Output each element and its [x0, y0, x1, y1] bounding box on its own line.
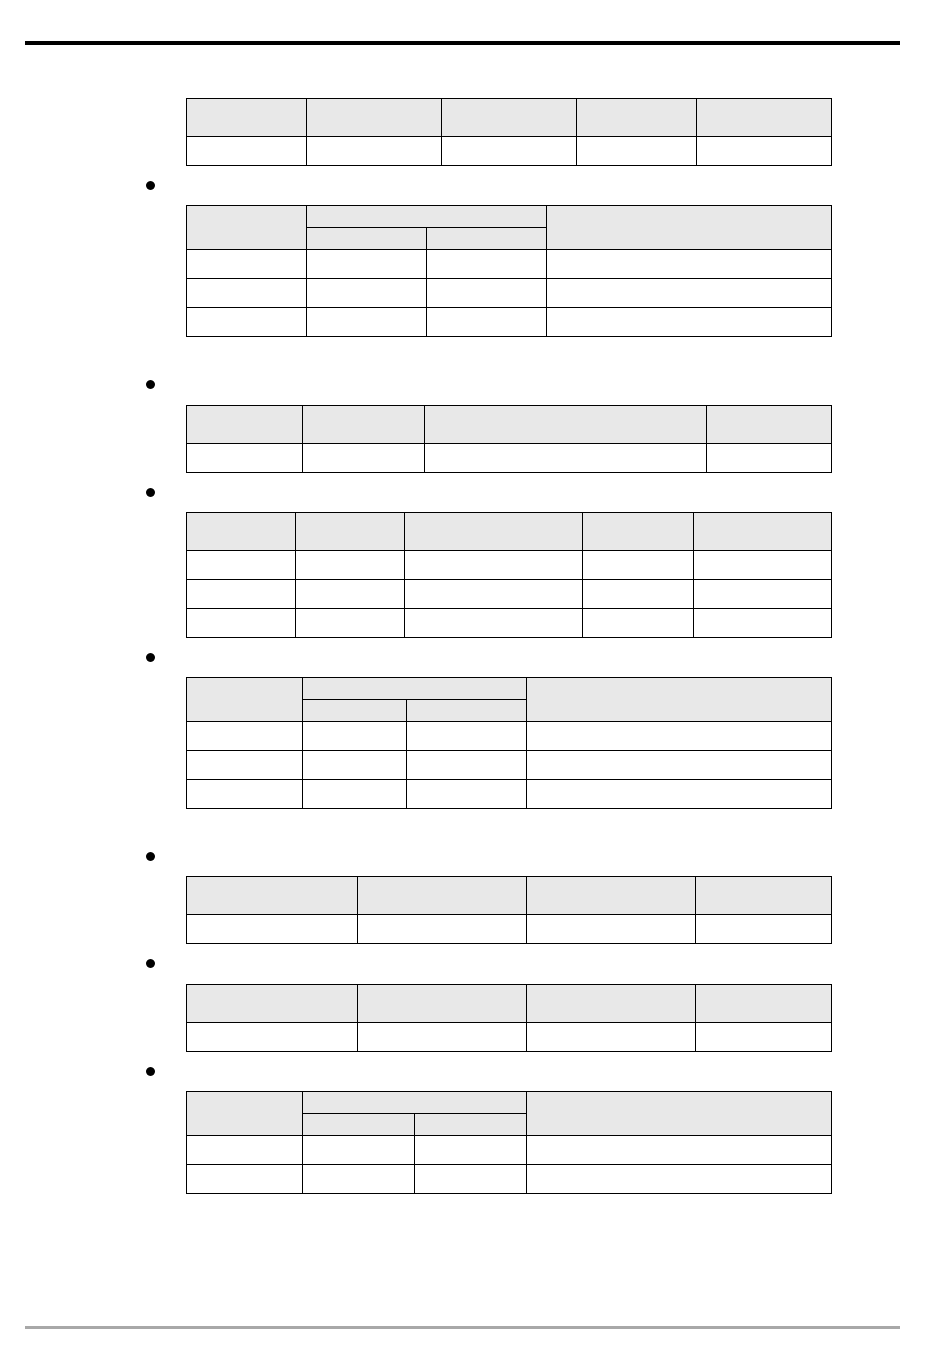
header-cell [358, 877, 527, 915]
table-7 [186, 984, 832, 1052]
header-cell [427, 228, 547, 250]
table-header-row [187, 678, 832, 700]
table-cell [303, 444, 425, 473]
table-header-row [187, 206, 832, 228]
table-cell [187, 250, 307, 279]
header-cell [694, 513, 832, 551]
table-cell [307, 250, 427, 279]
table-cell [442, 137, 577, 166]
header-cell [187, 678, 303, 722]
table-cell [547, 250, 832, 279]
table-cell [527, 751, 832, 780]
header-cell [442, 99, 577, 137]
header-cell [697, 99, 832, 137]
table-row [187, 915, 832, 944]
table-cell [696, 1023, 832, 1052]
header-cell [187, 1092, 303, 1136]
table-cell [307, 279, 427, 308]
table-header-row [187, 99, 832, 137]
table-row [187, 722, 832, 751]
header-cell [527, 985, 696, 1023]
bullet-icon [146, 959, 155, 968]
header-cell [425, 406, 707, 444]
table-3 [186, 405, 832, 473]
table-row [187, 609, 832, 638]
table-cell [187, 751, 303, 780]
table-row [187, 444, 832, 473]
table-cell [427, 250, 547, 279]
header-cell [577, 99, 697, 137]
table-header-row [187, 877, 832, 915]
table-cell [307, 308, 427, 337]
table-header-row [187, 513, 832, 551]
table-8 [186, 1091, 832, 1194]
table-cell [694, 580, 832, 609]
table-cell [303, 1165, 415, 1194]
bullet-icon [146, 653, 155, 662]
table-cell [303, 780, 407, 809]
bullet-icon [146, 380, 155, 389]
table-row [187, 1165, 832, 1194]
table-row [187, 780, 832, 809]
header-cell [187, 206, 307, 250]
table-cell [187, 1136, 303, 1165]
table-cell [187, 308, 307, 337]
table-cell [187, 609, 296, 638]
table-cell [425, 444, 707, 473]
table-cell [527, 1023, 696, 1052]
header-cell [187, 513, 296, 551]
header-cell [527, 1092, 832, 1136]
table-header-row [187, 406, 832, 444]
header-cell [296, 513, 405, 551]
table-header-row [187, 1092, 832, 1114]
table-row [187, 137, 832, 166]
table-cell [527, 1136, 832, 1165]
table-row [187, 308, 832, 337]
header-cell [583, 513, 694, 551]
table-cell [307, 137, 442, 166]
header-cell [527, 678, 832, 722]
table-cell [427, 279, 547, 308]
header-group-cell [303, 678, 527, 700]
bullet-icon [146, 1067, 155, 1076]
table-cell [407, 751, 527, 780]
bullet-icon [146, 181, 155, 190]
table-cell [577, 137, 697, 166]
header-cell [307, 99, 442, 137]
table-cell [697, 137, 832, 166]
table-header-row [187, 985, 832, 1023]
table-cell [296, 609, 405, 638]
table-cell [694, 609, 832, 638]
table-4 [186, 512, 832, 638]
table-cell [303, 751, 407, 780]
table-1 [186, 98, 832, 166]
table-cell [427, 308, 547, 337]
table-cell [405, 580, 583, 609]
table-cell [527, 915, 696, 944]
table-cell [415, 1165, 527, 1194]
table-cell [296, 551, 405, 580]
header-cell [303, 406, 425, 444]
table-cell [187, 722, 303, 751]
table-cell [187, 1165, 303, 1194]
table-row [187, 1136, 832, 1165]
table-row [187, 580, 832, 609]
table-cell [707, 444, 832, 473]
table-cell [303, 1136, 415, 1165]
bullet-icon [146, 852, 155, 861]
table-row [187, 279, 832, 308]
table-cell [407, 722, 527, 751]
table-cell [187, 551, 296, 580]
table-cell [187, 580, 296, 609]
table-5 [186, 677, 832, 809]
table-6 [186, 876, 832, 944]
header-group-cell [303, 1092, 527, 1114]
table-2 [186, 205, 832, 337]
table-cell [187, 780, 303, 809]
table-cell [527, 780, 832, 809]
header-cell [527, 877, 696, 915]
table-row [187, 1023, 832, 1052]
table-cell [527, 1165, 832, 1194]
header-cell [303, 700, 407, 722]
header-cell [707, 406, 832, 444]
table-cell [187, 915, 358, 944]
table-cell [583, 580, 694, 609]
header-cell [696, 985, 832, 1023]
table-cell [187, 444, 303, 473]
table-cell [583, 551, 694, 580]
table-cell [696, 915, 832, 944]
table-cell [583, 609, 694, 638]
header-cell [547, 206, 832, 250]
table-cell [358, 915, 527, 944]
table-cell [547, 279, 832, 308]
table-row [187, 250, 832, 279]
header-cell [187, 985, 358, 1023]
table-cell [407, 780, 527, 809]
footer-rule [25, 1326, 900, 1329]
table-cell [415, 1136, 527, 1165]
header-cell [358, 985, 527, 1023]
header-rule [25, 41, 900, 45]
table-cell [547, 308, 832, 337]
table-cell [527, 722, 832, 751]
table-row [187, 751, 832, 780]
table-cell [303, 722, 407, 751]
table-cell [296, 580, 405, 609]
header-group-cell [307, 206, 547, 228]
header-cell [187, 406, 303, 444]
table-cell [187, 137, 307, 166]
header-cell [696, 877, 832, 915]
table-cell [187, 279, 307, 308]
table-cell [405, 609, 583, 638]
header-cell [407, 700, 527, 722]
table-cell [187, 1023, 358, 1052]
header-cell [415, 1114, 527, 1136]
header-cell [303, 1114, 415, 1136]
table-cell [405, 551, 583, 580]
table-row [187, 551, 832, 580]
header-cell [187, 877, 358, 915]
header-cell [405, 513, 583, 551]
bullet-icon [146, 488, 155, 497]
header-cell [307, 228, 427, 250]
table-cell [358, 1023, 527, 1052]
header-cell [187, 99, 307, 137]
table-cell [694, 551, 832, 580]
